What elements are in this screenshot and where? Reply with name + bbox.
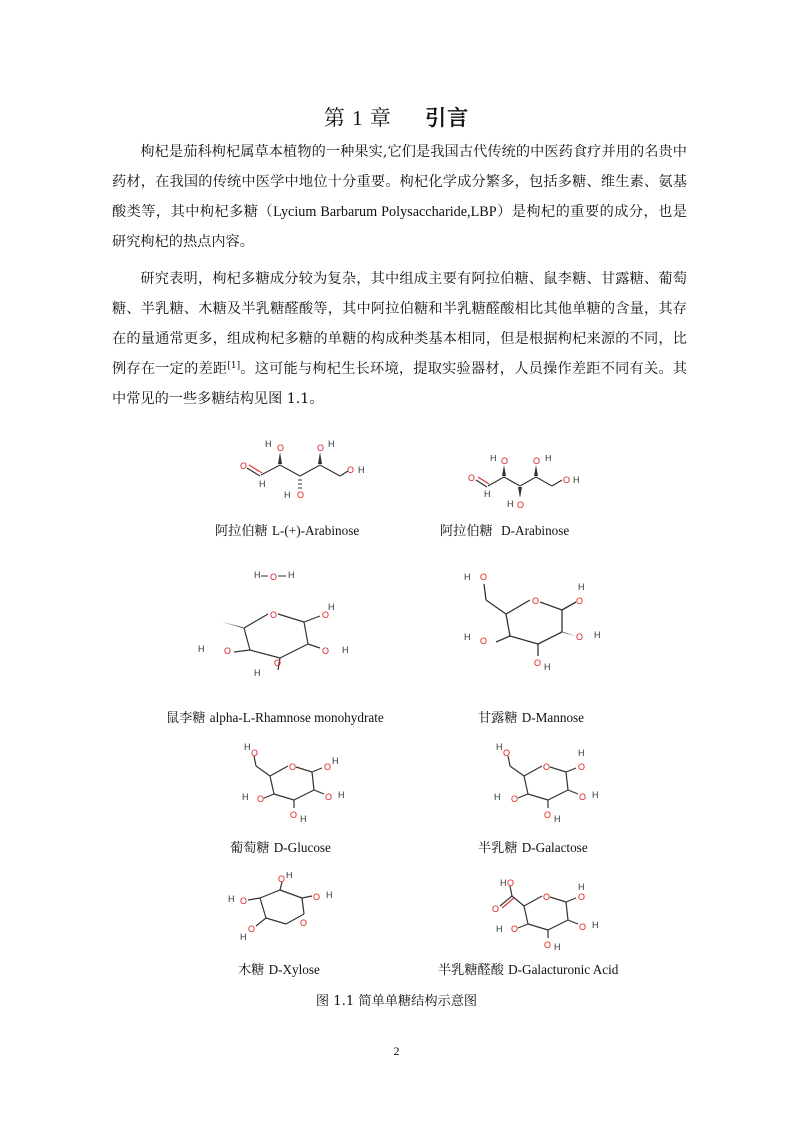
oxygen-atom-label: O [533, 456, 541, 466]
oxygen-atom-label: O [544, 810, 552, 820]
hydrogen-atom-label: H [254, 570, 261, 580]
oxygen-atom-label: O [317, 443, 325, 453]
hydrogen-atom-label: H [554, 942, 561, 952]
paragraph-1-latin: Lycium Barbarum Polysaccharide,LBP [273, 204, 497, 220]
caption-rhamnose [166, 707, 384, 726]
caption-en: D-Arabinose [501, 523, 570, 538]
oxygen-atom-label: O [503, 748, 511, 758]
caption-en: D-Glucose [273, 840, 331, 855]
oxygen-atom-label: O [543, 762, 551, 772]
hydrogen-atom-label: H [578, 582, 585, 592]
hydrogen-atom-label: H [592, 920, 599, 930]
molecule-rhamnose [192, 566, 364, 680]
hydrogen-atom-label: H [284, 490, 291, 500]
caption-cn: 阿拉伯糖 [440, 524, 493, 539]
oxygen-atom-label: O [543, 892, 551, 902]
hydrogen-atom-label: H [300, 814, 307, 824]
molecule-xylose [222, 872, 340, 944]
oxygen-atom-label: O [468, 473, 476, 483]
hydrogen-atom-label: H [358, 465, 365, 475]
caption-l-arabinose [215, 520, 359, 539]
oxygen-atom-label: O [289, 762, 297, 772]
paragraph-1 [112, 137, 687, 257]
chapter-heading: 引言 [425, 105, 470, 130]
chapter-title [0, 102, 793, 132]
oxygen-atom-label: O [579, 922, 587, 932]
paragraph-2-text-a: 研究表明，枸杞多糖成分较为复杂，其中组成主要有阿拉伯糖、鼠李糖、甘露糖、葡萄糖、半乳糖、木糖及半乳糖醛酸等，其中阿拉伯糖和半乳糖醛酸相比其他单糖的含量，其存在的量通常更多，组成枸杞多糖的单糖的构成种类基本相同，但是根据枸杞来源的不同，比例存在一定的差距 [112, 271, 687, 377]
caption-galacturonic-acid [438, 959, 618, 978]
caption-mannose [478, 707, 584, 726]
oxygen-atom-label: O [563, 475, 571, 485]
figure-caption: 图 1.1 简单单糖结构示意图 [315, 994, 478, 1009]
oxygen-atom-label: O [578, 762, 586, 772]
hydrogen-atom-label: H [484, 489, 491, 499]
hydrogen-atom-label: H [240, 932, 247, 942]
oxygen-atom-label: O [251, 748, 259, 758]
caption-en: alpha-L-Rhamnose monohydrate [209, 710, 384, 725]
hydrogen-atom-label: H [594, 630, 601, 640]
hydrogen-atom-label: H [496, 742, 503, 752]
hydrogen-atom-label: H [259, 479, 266, 489]
caption-cn: 葡萄糖 [230, 841, 270, 856]
caption-en: L-(+)-Arabinose [271, 523, 360, 538]
oxygen-atom-label: O [278, 874, 286, 884]
oxygen-atom-label: O [492, 904, 500, 914]
chapter-number: 第 1 章 [323, 106, 392, 130]
caption-glucose [230, 837, 331, 856]
oxygen-atom-label: O [322, 610, 330, 620]
oxygen-atom-label: O [300, 918, 308, 928]
oxygen-atom-label: O [576, 596, 584, 606]
hydrogen-atom-label: H [242, 792, 249, 802]
hydrogen-atom-label: H [265, 439, 272, 449]
oxygen-atom-label: O [576, 632, 584, 642]
caption-cn: 半乳糖醛酸 [438, 963, 504, 978]
hydrogen-atom-label: H [507, 499, 514, 509]
hydrogen-atom-label: H [544, 662, 551, 672]
caption-en: D-Xylose [268, 962, 320, 977]
oxygen-atom-label: O [544, 940, 552, 950]
caption-xylose [238, 959, 320, 978]
oxygen-atom-label: O [313, 892, 321, 902]
hydrogen-atom-label: H [228, 894, 235, 904]
molecule-galactose [486, 742, 610, 826]
caption-cn: 阿拉伯糖 [215, 524, 268, 539]
caption-cn: 木糖 [238, 963, 265, 978]
hydrogen-atom-label: H [254, 668, 261, 678]
oxygen-atom-label: O [480, 636, 488, 646]
hydrogen-atom-label: H [545, 455, 552, 463]
molecule-galacturonic-acid [486, 878, 610, 952]
oxygen-atom-label: O [532, 596, 540, 606]
caption-en: D-Galactose [521, 840, 588, 855]
oxygen-atom-label: O [277, 443, 285, 453]
hydrogen-atom-label: H [328, 602, 335, 612]
oxygen-atom-label: O [578, 892, 586, 902]
oxygen-atom-label: O [507, 878, 515, 888]
caption-galactose [478, 837, 588, 856]
oxygen-atom-label: O [517, 500, 525, 510]
oxygen-atom-label: O [270, 610, 278, 620]
oxygen-atom-label: O [579, 792, 587, 802]
oxygen-atom-label: O [240, 461, 248, 471]
hydrogen-atom-label: H [494, 792, 501, 802]
hydrogen-atom-label: H [490, 455, 497, 463]
hydrogen-atom-label: H [578, 748, 585, 758]
hydrogen-atom-label: H [286, 872, 293, 880]
hydrogen-atom-label: H [198, 644, 205, 654]
hydrogen-atom-label: H [554, 814, 561, 824]
molecule-l-arabinose [232, 438, 372, 502]
hydrogen-atom-label: H [338, 790, 345, 800]
paragraph-2-text-b: 。这可能与枸杞生长环境，提取实验器材，人员操作差距不同有关。其中常见的一些多糖结构见图 1.1。 [112, 361, 687, 407]
hydrogen-atom-label: H [328, 439, 335, 449]
caption-en: D-Galacturonic Acid [508, 962, 619, 977]
molecule-glucose [232, 742, 356, 826]
oxygen-atom-label: O [480, 572, 488, 582]
oxygen-atom-label: O [248, 924, 256, 934]
oxygen-atom-label: O [224, 646, 232, 656]
hydrogen-atom-label: H [326, 890, 333, 900]
molecule-d-arabinose [462, 455, 592, 511]
hydrogen-atom-label: H [592, 790, 599, 800]
oxygen-atom-label: O [257, 794, 265, 804]
hydrogen-atom-label: H [578, 882, 585, 892]
molecule-mannose [458, 566, 614, 676]
oxygen-atom-label: O [347, 465, 355, 475]
caption-d-arabinose [440, 520, 569, 539]
oxygen-atom-label: O [322, 646, 330, 656]
hydrogen-atom-label: H [464, 632, 471, 642]
oxygen-atom-label: O [274, 658, 282, 668]
hydrogen-atom-label: H [464, 572, 471, 582]
hydrogen-atom-label: H [573, 475, 580, 485]
oxygen-atom-label: O [324, 762, 332, 772]
oxygen-atom-label: O [325, 792, 333, 802]
oxygen-atom-label: O [297, 490, 305, 500]
paragraph-2 [112, 264, 687, 414]
paragraph-1-text-a: 枸杞是茄科枸杞属草本植物的一种果实,它们是我国古代传统的中医药食疗并用的名贵中药材，在我国的传统中医学中地位十分重要。枸杞化学成分繁多，包括多糖、维生素、氨基酸类等，其中枸杞多糖（ [112, 144, 687, 220]
citation: [1] [227, 361, 241, 371]
oxygen-atom-label: O [270, 572, 278, 582]
caption-cn: 半乳糖 [478, 841, 518, 856]
paragraph-1-text-b: ）是枸杞的重要的成分，也是研究枸杞的热点内容。 [112, 204, 687, 250]
oxygen-atom-label: O [501, 456, 509, 466]
oxygen-atom-label: O [290, 810, 298, 820]
hydrogen-atom-label: H [342, 645, 349, 655]
hydrogen-atom-label: H [332, 756, 339, 766]
caption-cn: 鼠李糖 [166, 711, 206, 726]
hydrogen-atom-label: H [500, 878, 507, 888]
oxygen-atom-label: O [240, 896, 248, 906]
oxygen-atom-label: O [511, 924, 519, 934]
hydrogen-atom-label: H [244, 742, 251, 752]
hydrogen-atom-label: H [288, 570, 295, 580]
page-number: 2 [393, 1044, 400, 1058]
caption-cn: 甘露糖 [478, 711, 518, 726]
caption-en: D-Mannose [521, 710, 585, 725]
oxygen-atom-label: O [534, 658, 542, 668]
hydrogen-atom-label: H [496, 924, 503, 934]
oxygen-atom-label: O [511, 794, 519, 804]
